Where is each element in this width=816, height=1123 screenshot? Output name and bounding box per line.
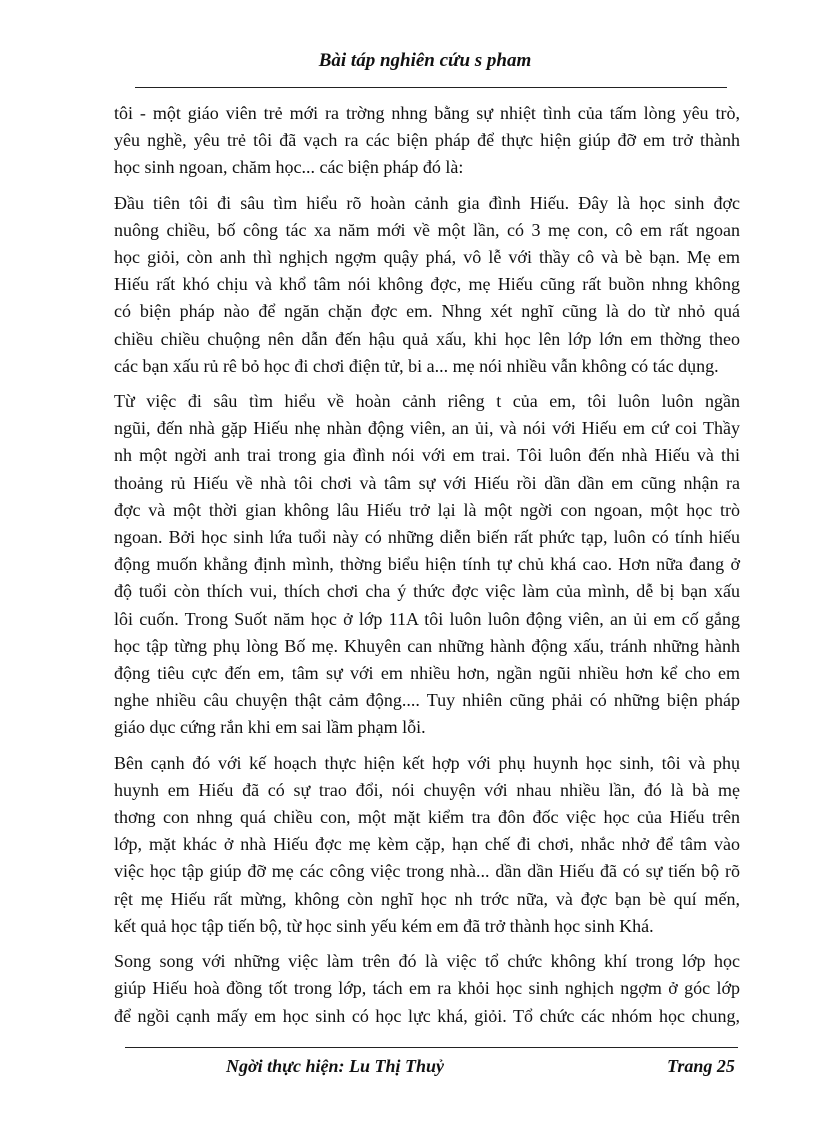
text-line: ngoan. Bởi học sinh lứa tuổi này có những diễn biến rất phức tạp, luôn có tính hiếu: [114, 527, 740, 548]
text-line: Song song với những việc làm trên đó là việc tổ chức không khí trong lớp học: [114, 951, 740, 972]
text-line: đợc và một thời gian không lâu Hiếu trở lại là một ngời con ngoan, một học trò: [114, 499, 740, 520]
text-line: giúp Hiếu hoà đồng tốt trong lớp, tách em ra khỏi học sinh nghịch ngợm ở góc lớp: [114, 978, 740, 999]
text-line: các bạn xấu rủ rê bỏ học đi chơi điện tử, bi a... mẹ nói nhiều vẫn không có tác dụng.: [114, 355, 719, 376]
paragraph: [114, 948, 740, 1030]
text-line: thoảng rủ Hiếu về nhà tôi chơi và tâm sự với Hiếu rồi dần dần em cũng nhận ra: [114, 472, 740, 493]
paragraph: [114, 388, 740, 742]
text-line: Từ việc đi sâu tìm hiểu về hoàn cảnh riêng t của em, tôi luôn luôn ngần: [114, 391, 740, 412]
paragraph: [114, 100, 740, 182]
text-line: chiều chiều chuộng nên dẫn đến hậu quả xấu, khi học lên lớp lớn em thờng theo: [114, 328, 740, 349]
text-line: ngũi, đến nhà gặp Hiếu nhẹ nhàn động viên, an ủi, và nói với Hiếu em cứ coi Thầy: [114, 418, 740, 439]
text-line: lớp, mặt khác ở nhà Hiếu đợc mẹ kèm cặp, hạn chế đi chơi, nhắc nhở để tâm vào: [114, 834, 740, 855]
footer-author: Ngời thực hiện: Lu Thị Thuỷ: [226, 1056, 444, 1076]
text-line: học tập từng phụ lòng Bố mẹ. Khuyên can những hành động xấu, tránh những hành: [114, 635, 740, 656]
text-line: có biện pháp nào để ngăn chặn đợc em. Nhng xét nghĩ cũng là do từ nhỏ quá: [114, 301, 740, 322]
paragraph: [114, 190, 740, 380]
text-line: để ngồi cạnh mấy em học sinh có học lực khá, giỏi. Tổ chức các nhóm học chung,: [114, 1005, 740, 1026]
text-line: việc học tập giúp đỡ mẹ các công việc trong nhà... dần dần Hiếu đã có sự tiến bộ rõ: [114, 861, 740, 882]
text-line: rệt mẹ Hiếu rất mừng, không còn nghĩ học nh trớc nữa, và đợc bạn bè quí mến,: [114, 888, 740, 909]
document-body: [114, 100, 740, 1038]
text-line: nghe nhiều câu chuyện thật cảm động.... Tuy nhiên cũng phải có những biện pháp: [114, 690, 740, 711]
text-line: nuông chiều, bố công tác xa năm mới về một lần, có 3 mẹ con, cô em rất ngoan: [114, 219, 740, 240]
footer-divider: [125, 1047, 738, 1048]
text-line: yêu nghề, yêu trẻ tôi đã vạch ra các biện pháp để thực hiện giúp đỡ em trở thành: [114, 130, 740, 151]
text-line: Đầu tiên tôi đi sâu tìm hiểu rõ hoàn cảnh gia đình Hiếu. Đây là học sinh đợc: [114, 192, 740, 213]
text-line: động muốn khẳng định mình, thờng biểu hiện tính tự chủ khá cao. Hơn nữa đang ở: [114, 554, 740, 575]
text-line: học giỏi, còn anh thì nghịch ngợm quậy phá, vô lễ với thầy cô và bè bạn. Mẹ em: [114, 247, 740, 268]
paragraph: [114, 750, 740, 940]
text-line: lôi cuốn. Trong Suốt năm học ở lớp 11A tôi luôn luôn động viên, an ủi em cố gắng: [114, 608, 740, 629]
text-line: huynh em Hiếu đã có sự trao đổi, nói chuyện với nhau nhiều lần, đó là bà mẹ: [114, 779, 740, 800]
text-line: động tiêu cực đến em, tâm sự với em nhiều hơn, ngần ngũi nhiều hơn kể cho em: [114, 663, 740, 684]
text-line: giáo dục cứng rắn khi em sai lầm phạm lỗi.: [114, 717, 426, 738]
text-line: thơng con nhng quá chiều con, một mặt kiểm tra đôn đốc việc học của Hiếu trên: [114, 807, 740, 828]
text-line: kết quả học tập tiến bộ, từ học sinh yếu kém em đã trở thành học sinh Khá.: [114, 915, 654, 936]
text-line: học sinh ngoan, chăm học... các biện pháp đó là:: [114, 157, 464, 178]
page-header-title: Bài táp nghiên cứu s pham: [318, 50, 532, 71]
text-line: độ tuổi còn thích vui, thích chơi cha ý thức đợc việc làm của mình, dễ bị bạn xấu: [114, 581, 740, 602]
text-line: Bên cạnh đó với kế hoạch thực hiện kết hợp với phụ huynh học sinh, tôi và phụ: [114, 752, 740, 773]
page-number: Trang 25: [667, 1056, 735, 1076]
text-line: tôi - một giáo viên trẻ mới ra trờng nhng bằng sự nhiệt tình của tấm lòng yêu trò,: [114, 103, 740, 123]
text-line: nh một ngời anh trai trong gia đình nói với em trai. Tôi luôn đến nhà Hiếu và thi: [114, 445, 740, 466]
text-line: Hiếu rất khó chịu và khổ tâm nói không đợc, mẹ Hiếu cũng rất buồn nhng không: [114, 274, 740, 295]
header-divider: [135, 87, 727, 88]
